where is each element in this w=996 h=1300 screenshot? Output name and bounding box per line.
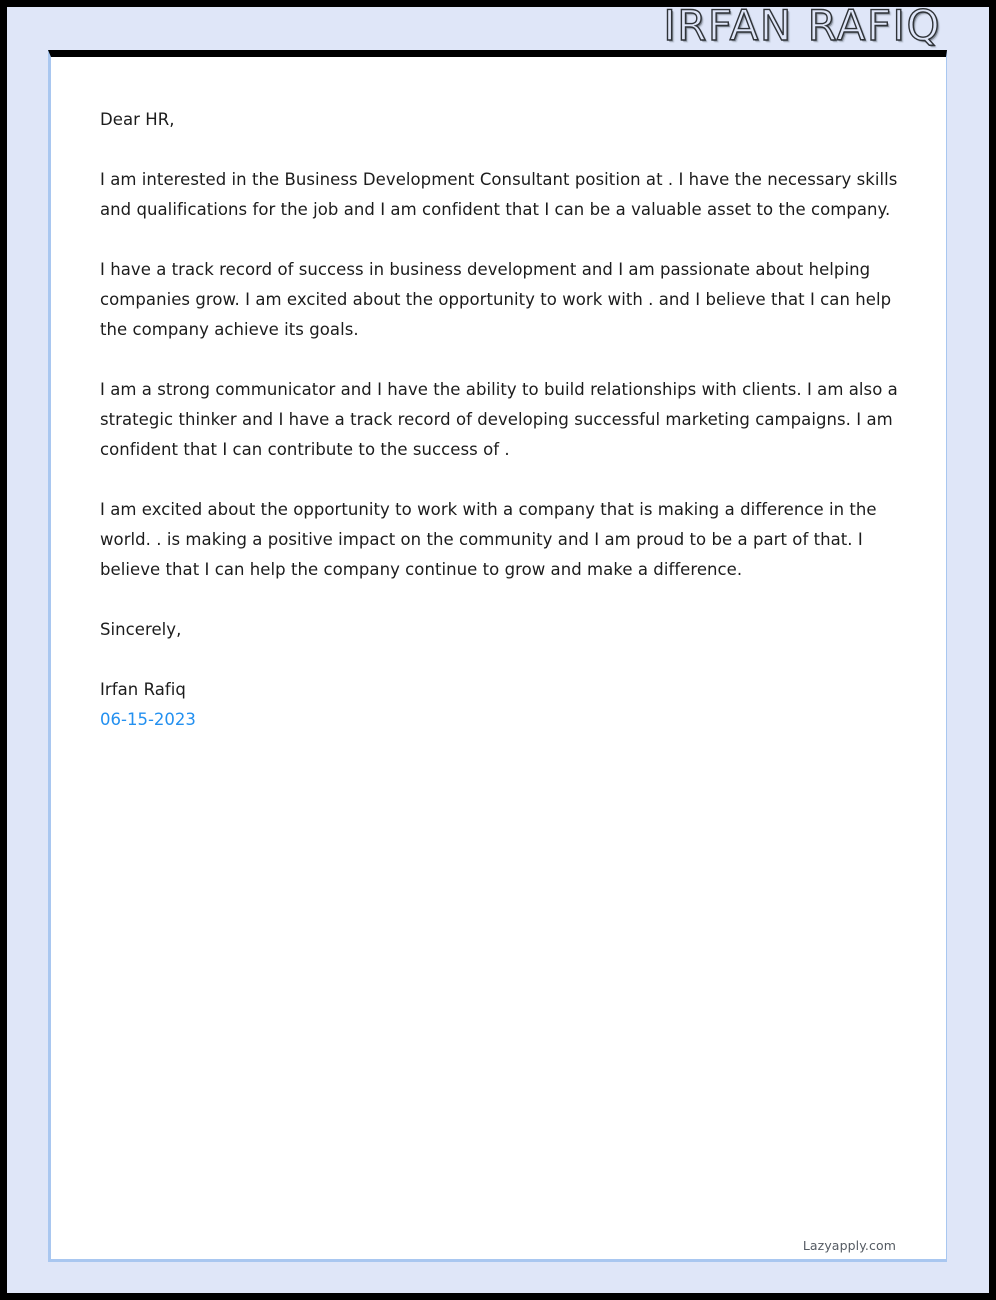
document-header (7, 7, 989, 50)
letter-paragraph-4: I am excited about the opportunity to work with a company that is making a difference in the world. . is making a positive impact on the community and I am proud to be a part of that. I believe that I can help the company continue to grow and make a difference. (100, 500, 877, 579)
letter-closing: Sincerely, (100, 620, 182, 639)
footer-watermark: Lazyapply.com (802, 1238, 896, 1253)
signature-name: Irfan Rafiq (100, 680, 186, 699)
letter-body (100, 105, 900, 735)
letter-paragraph-3: I am a strong communicator and I have the ability to build relationships with clients. I am also a strategic thinker and I have a track record of developing successful marketing campaigns. I am confident that I can contribute to the success of . (100, 380, 898, 459)
letter-paragraph-2: I have a track record of success in business development and I am passionate about helping companies grow. I am excited about the opportunity to work with . and I believe that I can help the company achieve its goals. (100, 260, 892, 339)
cover-letter-sheet (48, 50, 947, 1262)
letter-paragraph-1: I am interested in the Business Development Consultant position at . I have the necessary skills and qualifications for the job and I am confident that I can be a valuable asset to the company. (100, 170, 898, 219)
page-title: IRFAN RAFIQ (663, 7, 941, 50)
signature-date: 06-15-2023 (100, 710, 196, 729)
letter-salutation: Dear HR, (100, 110, 175, 129)
